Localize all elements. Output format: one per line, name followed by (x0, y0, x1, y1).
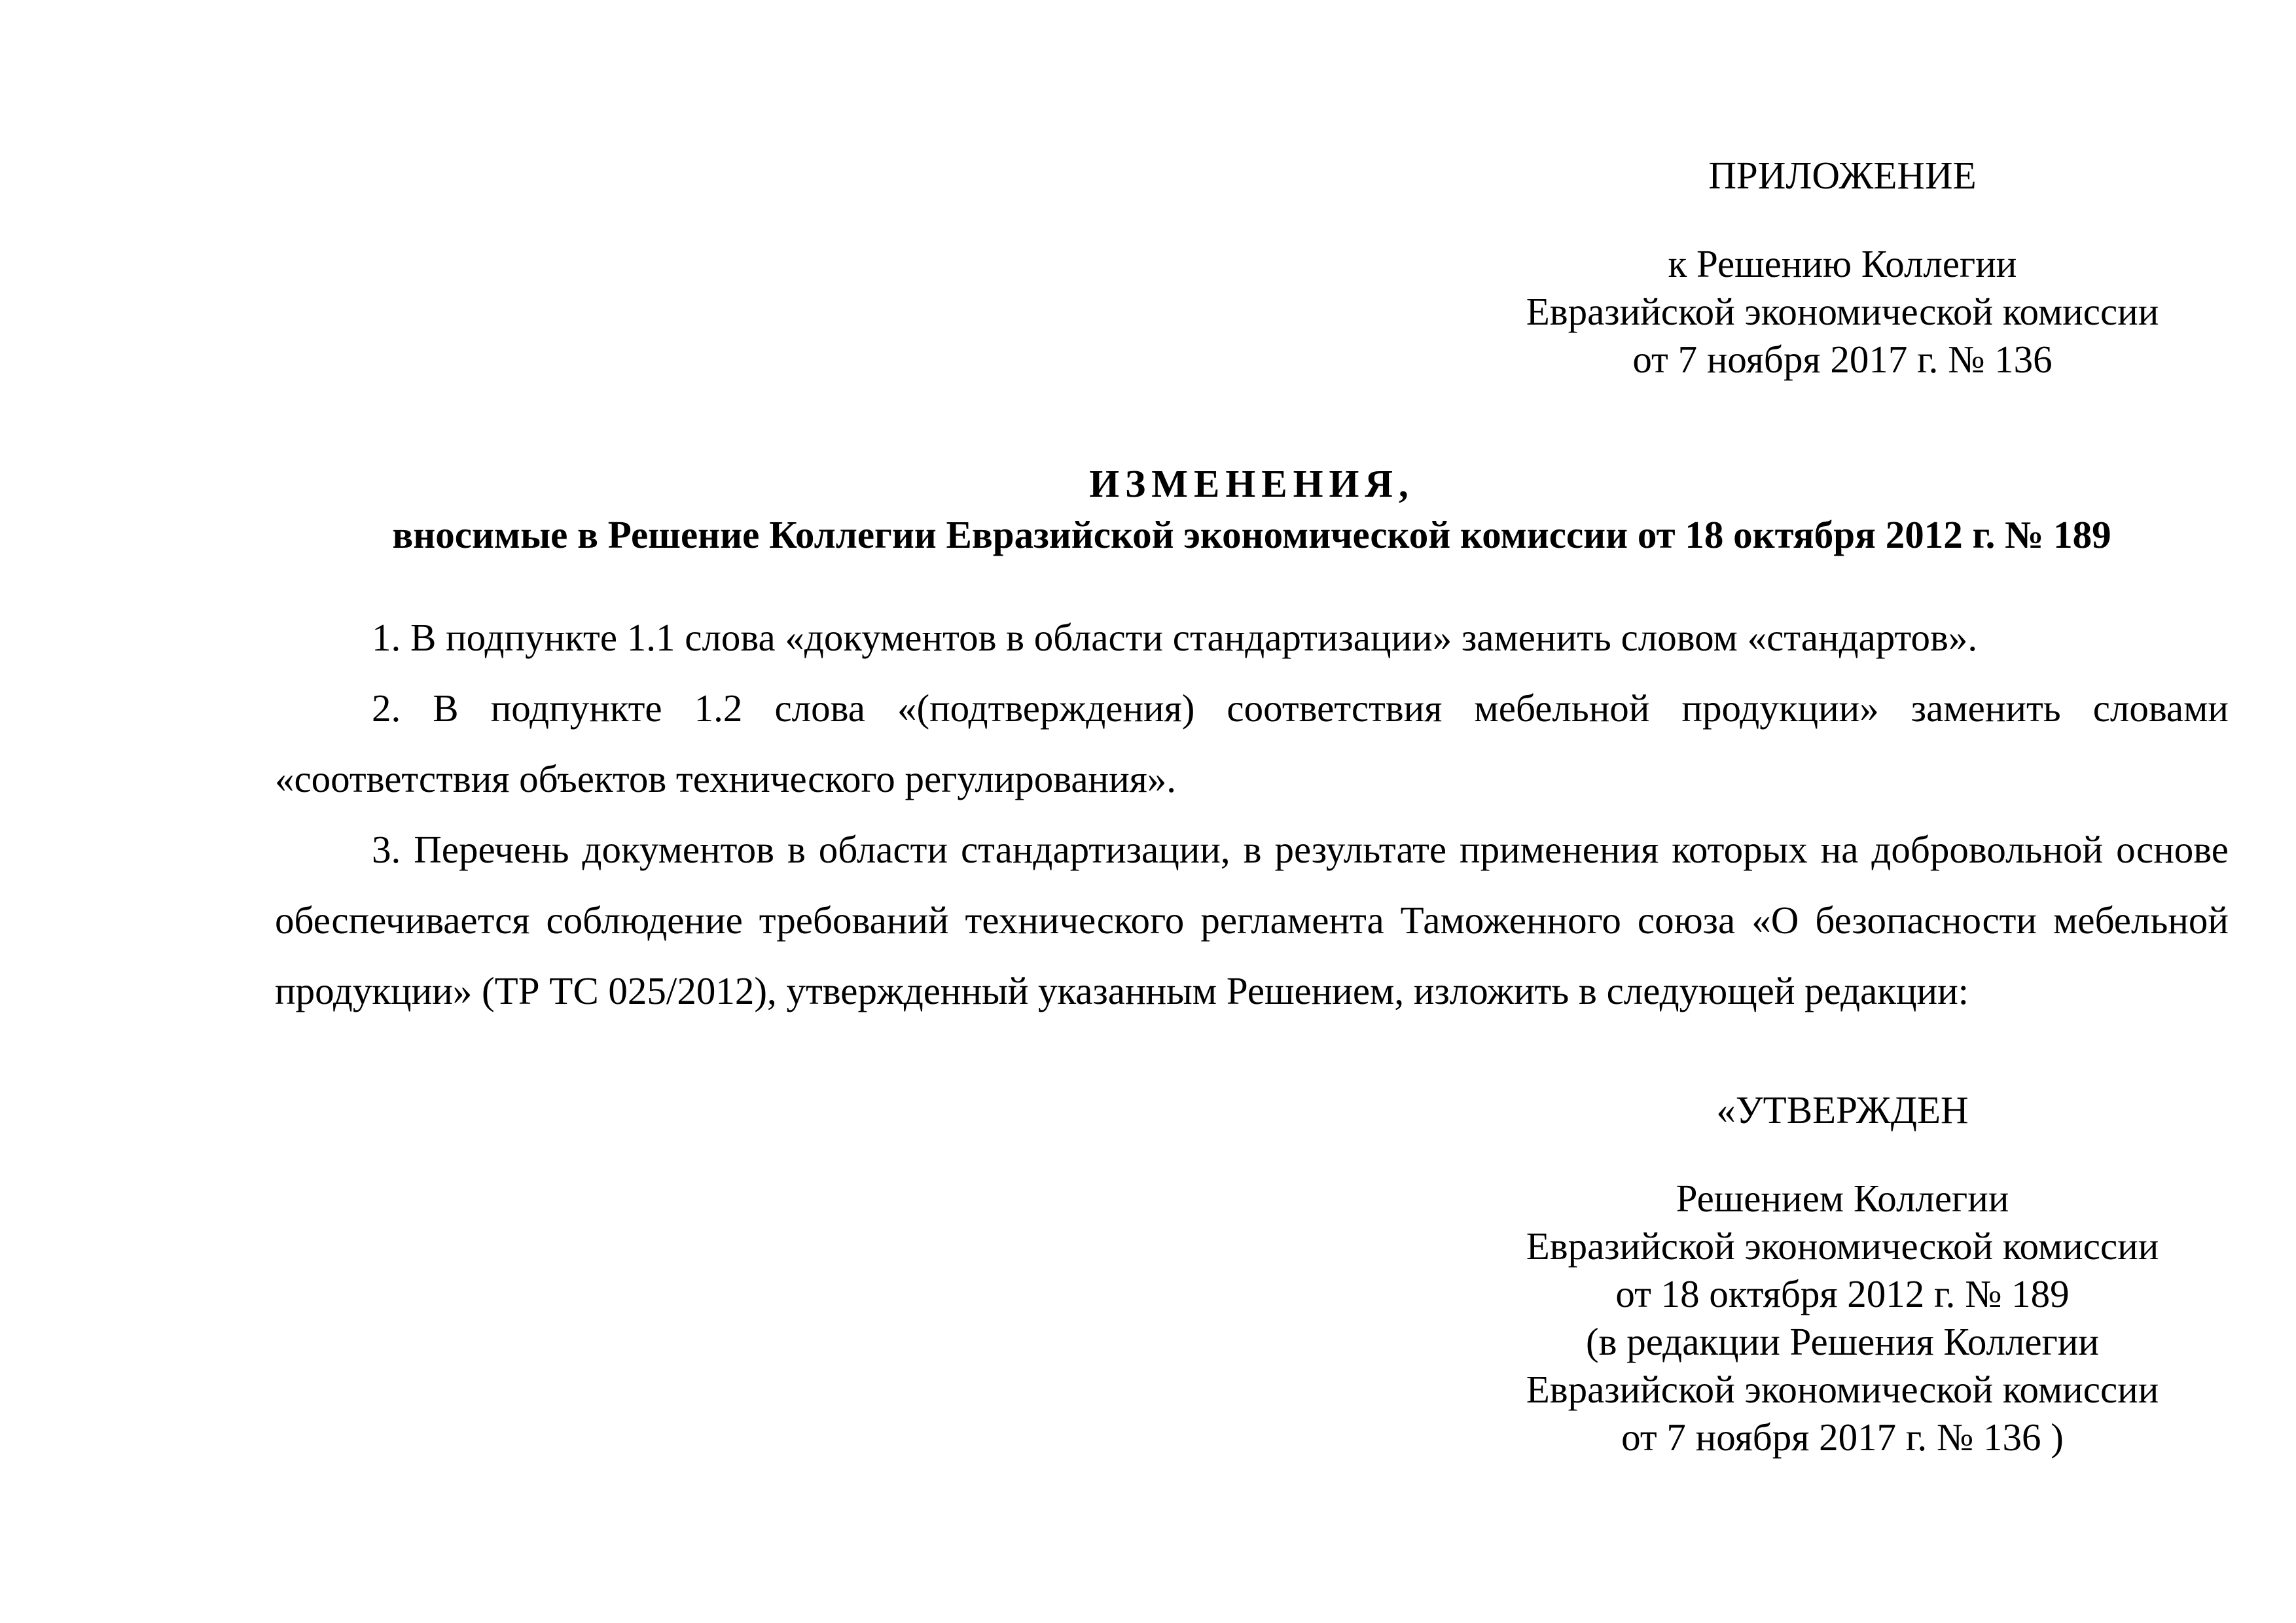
title-subtitle: вносимые в Решение Коллегии Евразийской экономической комиссии от 18 октября 2012 г. № 189 (392, 513, 2111, 556)
approved-heading: «УТВЕРЖДЕН (1716, 1088, 1969, 1132)
item-paragraph: 1. В подпункте 1.1 слова «документов в области стандартизации» заменить словом «стандартов». (372, 616, 1978, 659)
approved-line: (в редакции Решения Коллегии (1586, 1320, 2099, 1363)
annex-line: к Решению Коллегии (1668, 242, 2017, 285)
annex-line: Евразийской экономической комиссии (1526, 290, 2159, 333)
annex-heading: ПРИЛОЖЕНИЕ (1708, 154, 1977, 197)
approved-line: Евразийской экономической комиссии (1526, 1224, 2159, 1268)
approved-line: от 18 октября 2012 г. № 189 (1615, 1272, 2070, 1315)
approved-line: от 7 ноября 2017 г. № 136 ) (1621, 1416, 2064, 1459)
annex-line: от 7 ноября 2017 г. № 136 (1632, 338, 2053, 381)
item-paragraph: 3. Перечень документов в области стандартизации, в результате применения которых на добровольной основе обеспечивается соблюдение требований технического регламента Таможенного союза «О безопасности мебельной продукции» (ТР ТС 025/2012), утвержденный указанным Решением, изложить в следующей редакции: (275, 828, 2229, 1012)
approved-block (1407, 1086, 2278, 1461)
item-paragraph: 2. В подпункте 1.2 слова «(подтверждения) соответствия мебельной продукции» заменить словами «соответствия объектов технического регулирования». (275, 687, 2229, 800)
document-title (275, 458, 2229, 560)
approved-line: Решением Коллегии (1676, 1177, 2009, 1220)
document-body (275, 602, 2229, 1026)
annex-block (1407, 152, 2278, 383)
approved-line: Евразийской экономической комиссии (1526, 1368, 2159, 1411)
title-word: ИЗМЕНЕНИЯ, (1089, 462, 1414, 505)
